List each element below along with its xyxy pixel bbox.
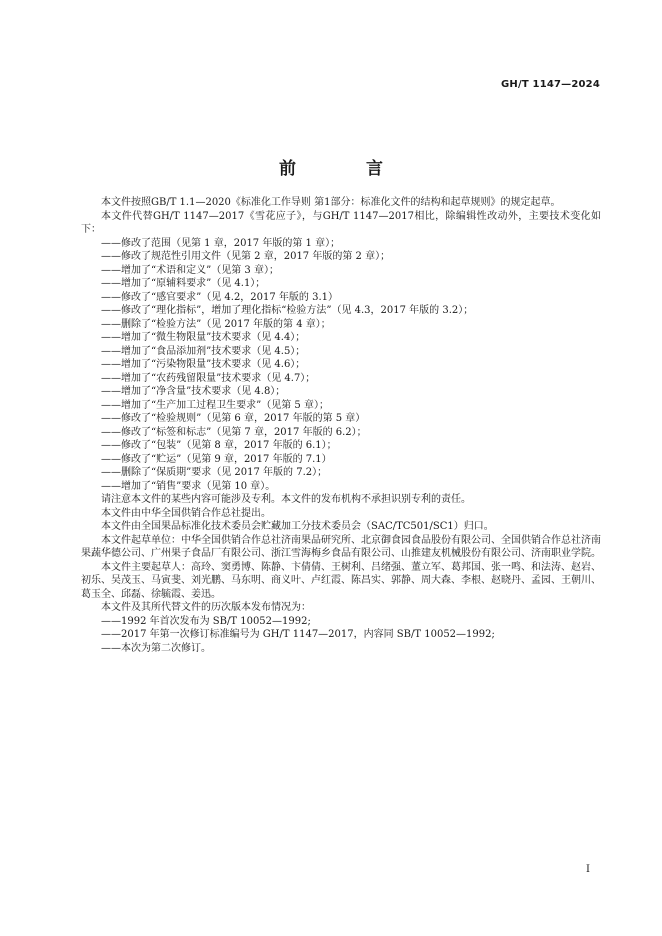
list-item: ——修改了“包装”（见第 8 章，2017 年版的 6.1）； <box>101 440 337 451</box>
drafters: 本文件主要起草人：高玲、窦勇博、陈静、卞倩倩、王树利、吕绪强、董立军、葛邦国、张一鸣、和法涛、赵岩、初乐、吴茂玉、马寅斐、刘光鹏、马东明、商义叶、卢红霞、陈昌实、郭静、周大森、李根、赵晓丹、孟园、王朝川、葛玉全、邱磊、徐毓霞、姜迅。 <box>81 561 601 600</box>
list-item: ——修改了“标签和标志”（见第 7 章，2017 年版的 6.2）； <box>101 426 367 438</box>
version-history-list <box>81 615 601 656</box>
list-item: ——增加了“生产加工过程卫生要求”（见第 5 章）； <box>101 399 329 411</box>
technical-changes-list <box>81 237 601 494</box>
list-item: ——增加了“食品添加剂”技术要求（见 4.5）； <box>101 345 306 357</box>
list-item: ——本次为第二次修订。 <box>101 642 211 654</box>
list-item: ——修改了范围（见第 1 章，2017 年版的第 1 章）； <box>101 237 341 249</box>
preface-content <box>81 196 601 655</box>
list-item: ——增加了“销售”要求（见第 10 章）。 <box>101 480 276 492</box>
list-item: ——删除了“检验方法”（见 2017 年版的第 4 章）； <box>101 318 331 330</box>
list-item: ——增加了“污染物限量”技术要求（见 4.6）； <box>101 359 306 370</box>
committee-note: 本文件由全国果品标准化技术委员会贮藏加工分技术委员会（SAC/TC501/SC1）归口。 <box>101 521 494 532</box>
history-intro: 本文件及其所代替文件的历次版本发布情况为： <box>101 602 311 613</box>
list-item: ——2017 年第一次修订标准编号为 GH/T 1147—2017，内容同 SB/T 10052—1992; <box>101 629 495 640</box>
standard-number: GH/T 1147—2024 <box>501 79 600 90</box>
list-item: ——删除了“保质期”要求（见 2017 年版的 7.2）； <box>101 467 328 478</box>
patent-note: 请注意本文件的某些内容可能涉及专利。本文件的发布机构不承担识别专利的责任。 <box>101 494 471 505</box>
list-item: ——增加了“净含量”技术要求（见 4.8）； <box>101 386 286 397</box>
list-item: ——修改了规范性引用文件（见第 2 章，2017 年版的第 2 章）； <box>101 251 391 262</box>
list-item: ——1992 年首次发布为 SB/T 10052—1992; <box>101 615 311 627</box>
page-title: 前 言 <box>279 159 415 179</box>
list-item: ——增加了“农药残留限量”技术要求（见 4.7）； <box>101 372 316 384</box>
proposer-note: 本文件由中华全国供销合作总社提出。 <box>101 507 271 519</box>
list-item: ——修改了“理化指标”，增加了理化指标“检验方法”（见 4.3，2017 年版的 3.2）； <box>101 305 474 316</box>
list-item: ——增加了“术语和定义”（见第 3 章）； <box>101 264 279 276</box>
intro-paragraph-replacement: 本文件代替GH/T 1147—2017《雪花应子》，与GH/T 1147—2017相比，除编辑性改动外，主要技术变化如下： <box>81 210 601 235</box>
page-number: I <box>586 864 590 875</box>
list-item: ——修改了“感官要求”（见 4.2，2017 年版的 3.1） <box>101 291 339 303</box>
intro-paragraph-drafting: 本文件按照GB/T 1.1—2020《标准化工作导则 第1部分：标准化文件的结构和起草规则》的规定起草。 <box>101 197 561 208</box>
drafting-units: 本文件起草单位：中华全国供销合作总社济南果品研究所、北京御食园食品股份有限公司、全国供销合作总社济南果蔬华德公司、广州果子食品厂有限公司、浙江雪海梅乡食品有限公司、山推建友机械股份有限公司、济南职业学院。 <box>81 534 601 559</box>
list-item: ——修改了“贮运”（见第 9 章，2017 年版的 7.1） <box>101 453 332 465</box>
list-item: ——修改了“检验规则”（见第 6 章，2017 年版的第 5 章） <box>101 413 366 424</box>
list-item: ——增加了“原辅料要求”（见 4.1）； <box>101 278 266 289</box>
list-item: ——增加了“微生物限量”技术要求（见 4.4）； <box>101 332 306 343</box>
